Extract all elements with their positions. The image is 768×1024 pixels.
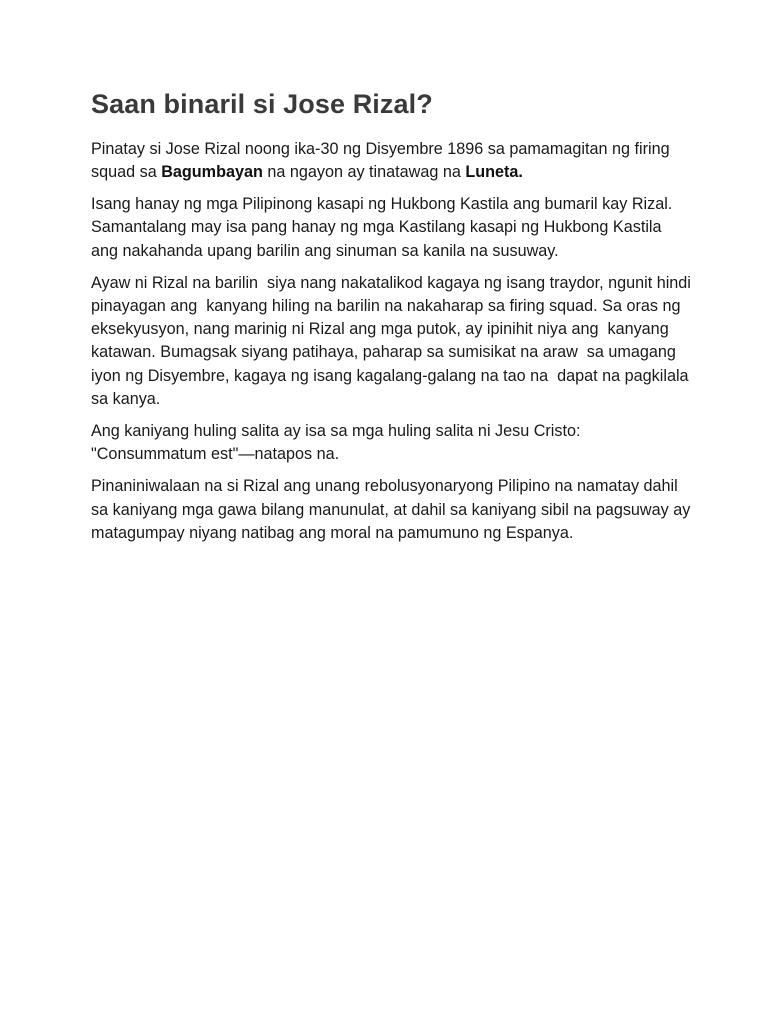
place-luneta: Luneta. xyxy=(465,162,523,181)
paragraph-4: Ang kaniyang huling salita ay isa sa mga huling salita ni Jesu Cristo: "Consummatum est"—natapos na. xyxy=(91,421,585,464)
paragraph-5: Pinaniniwalaan na si Rizal ang unang rebolusyonaryong Pilipino na namatay dahil sa kaniyang mga gawa bilang manunulat, at dahil sa kaniyang sibil na pagsuway ay matagumpay niyang natibag ang moral na pamumuno ng Espanya. xyxy=(91,477,695,542)
paragraph-1-text-a: Pinatay si Jose Rizal noong ika-30 ng Disyembre 1896 sa pamamagitan ng firing squad sa xyxy=(91,139,675,181)
page-title: Saan binaril si Jose Rizal? xyxy=(91,89,433,119)
paragraph-2: Isang hanay ng mga Pilipinong kasapi ng Hukbong Kastila ang bumaril kay Rizal. Samantalang may isa pang hanay ng mga Kastilang kasapi ng Hukbong Kastila ang nakahanda upang barilin ang sinuman sa kanila na susuway. xyxy=(91,195,677,260)
document-page xyxy=(91,88,696,554)
paragraph-3: Ayaw ni Rizal na barilin siya nang nakatalikod kagaya ng isang traydor, ngunit hindi pinayagan ang kanyang hiling na barilin na nakaharap sa firing squad. Sa oras ng eksekyusyon, nang marinig ni Rizal ang mga putok, ay ipinihit niya ang kanyang katawan. Bumagsak siyang patihaya, paharap sa sumisikat na araw sa umagang iyon ng Disyembre, kagaya ng isang kagalang-galang na tao na dapat na pagkilala sa kanya. xyxy=(91,273,696,408)
paragraph-1-text-b: na ngayon ay tinatawag na xyxy=(262,162,466,181)
place-bagumbayan: Bagumbayan xyxy=(161,162,263,181)
paragraph-1 xyxy=(91,138,691,184)
